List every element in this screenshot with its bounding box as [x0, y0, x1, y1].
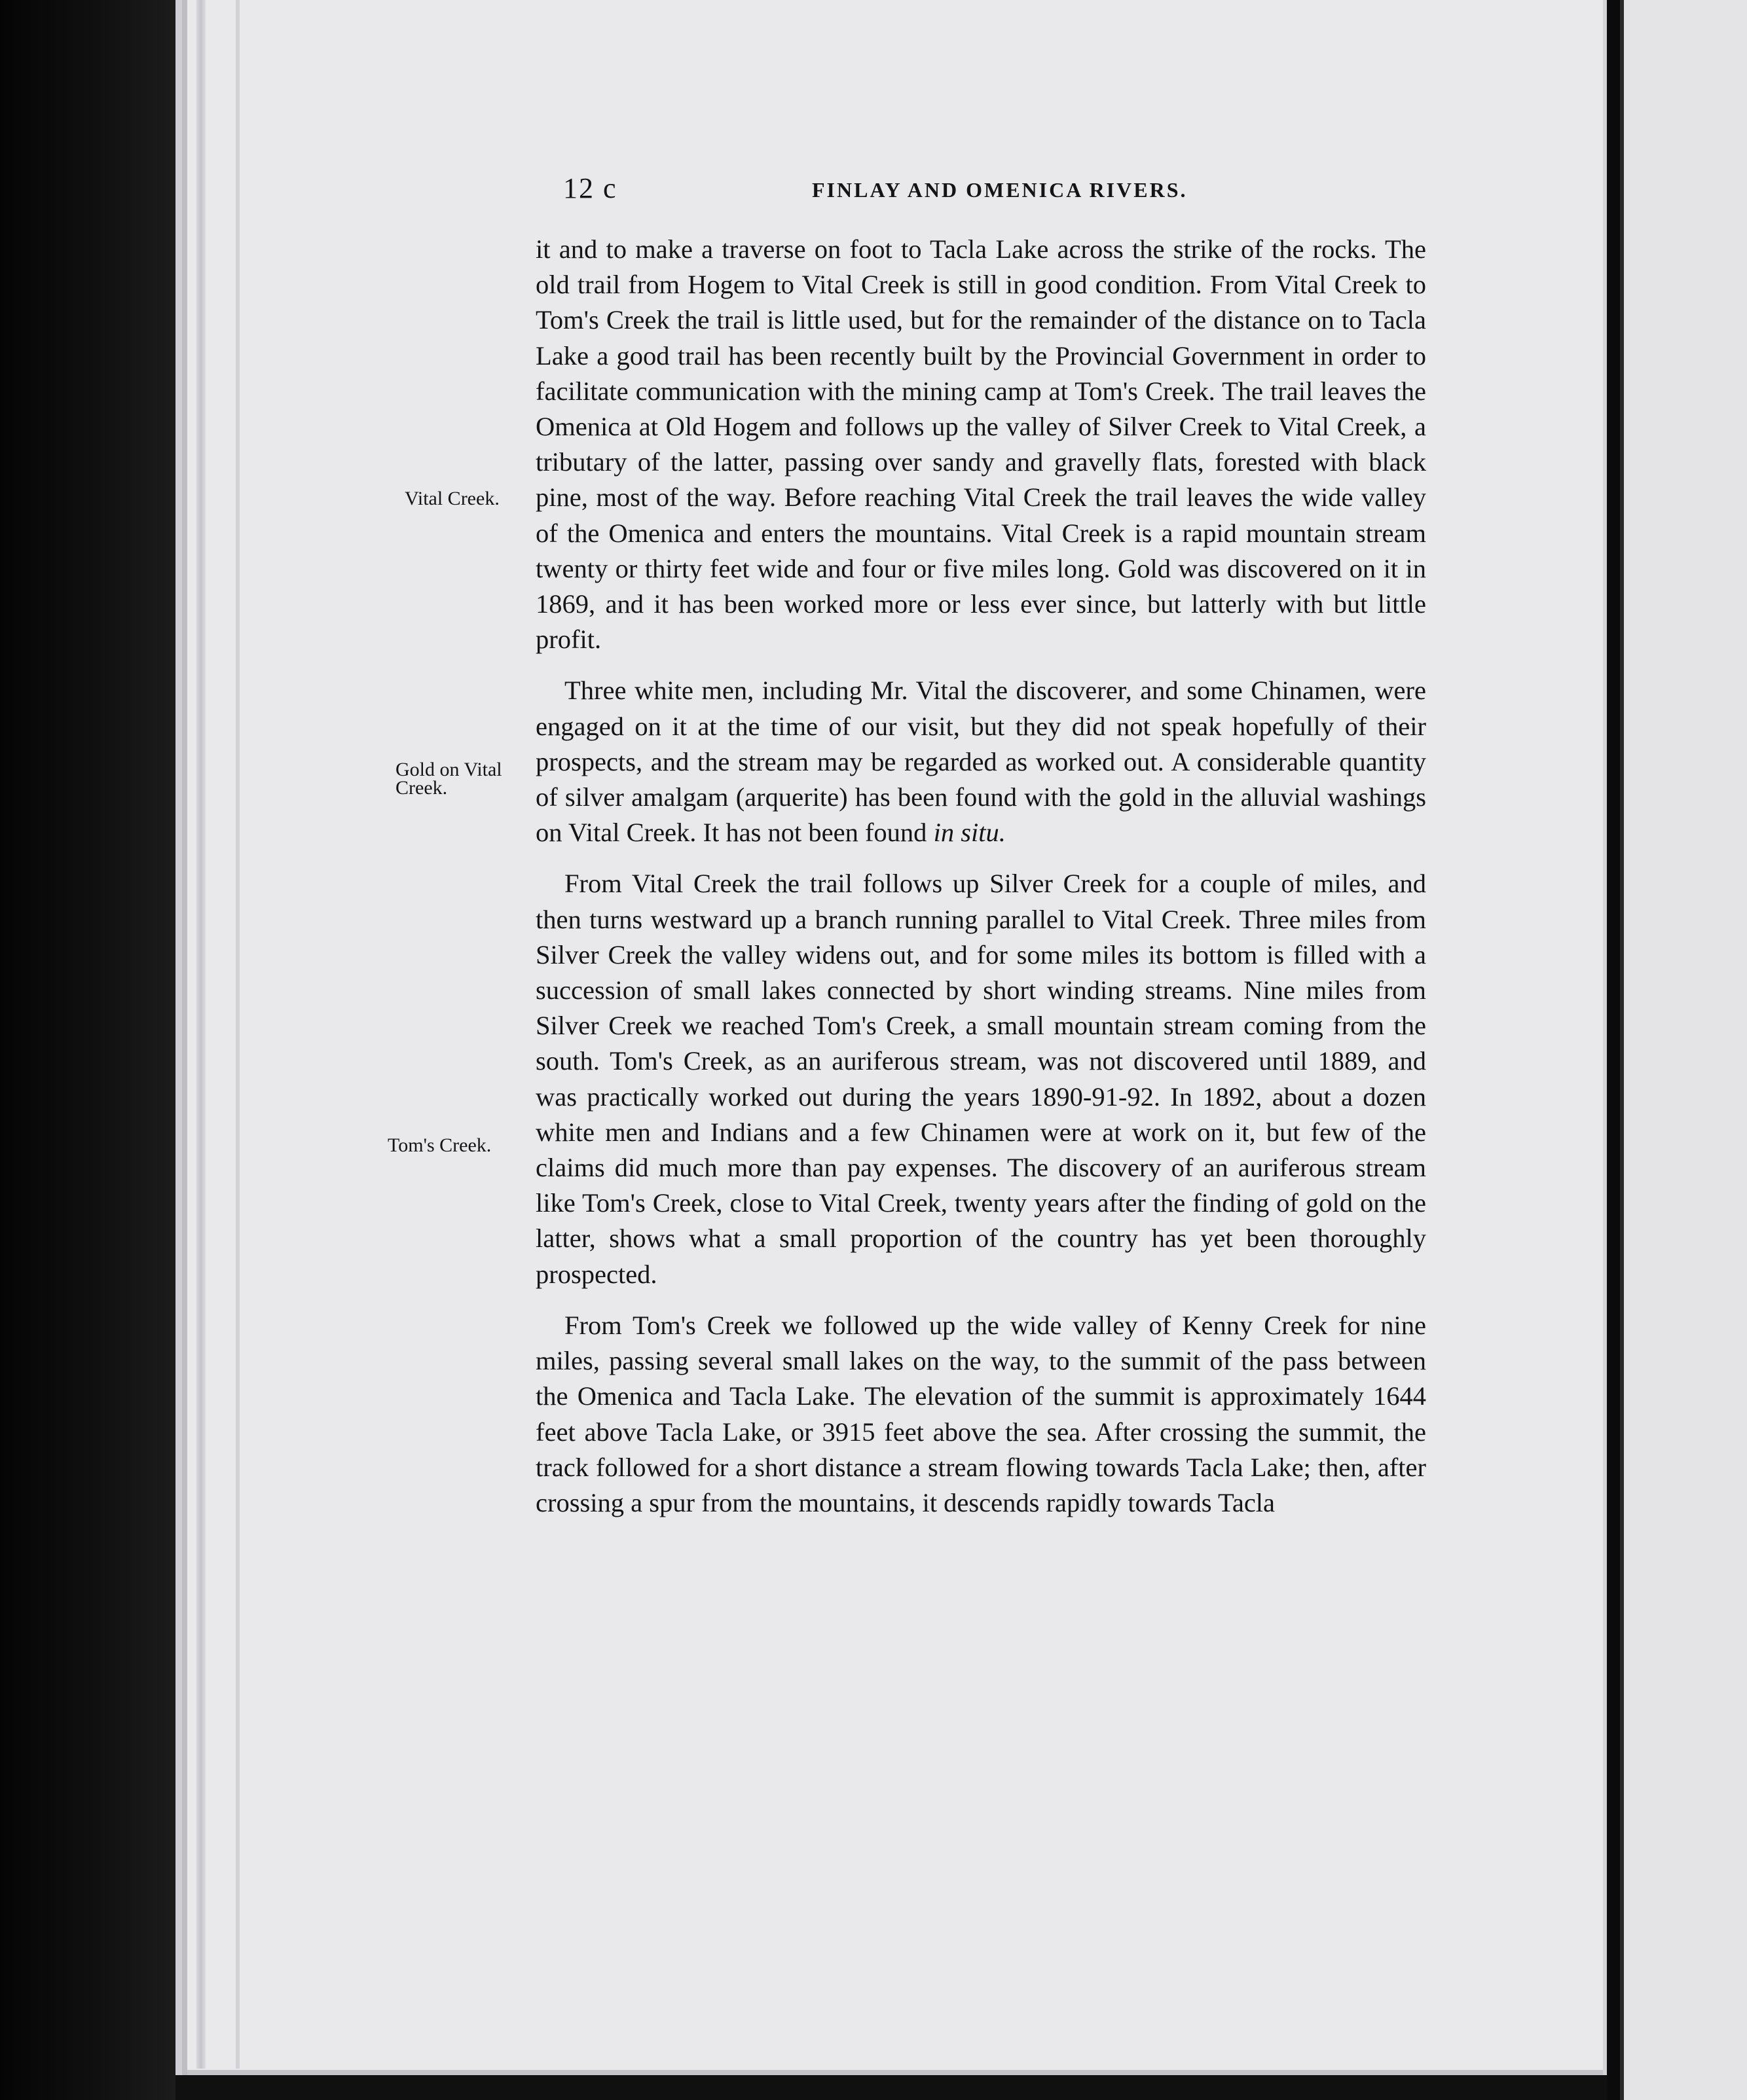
scan-border-bottom — [175, 2075, 1607, 2100]
body-text — [536, 232, 1426, 1536]
scan-border-left — [0, 0, 175, 2100]
paragraph-1: it and to make a traverse on foot to Tacla Lake across the strike of the rocks. The old trail from Hogem to Vital Creek is still in good condition. From Vital Creek to Tom's Creek the trail is little used, but for the remainder of the distance on to Tacla Lake a good trail has been recently built by the Provincial Government in order to facilitate communication with the mining camp at Tom's Creek. The trail leaves the Omenica at Old Hogem and follows up the valley of Silver Creek to Vital Creek, a tributary of the latter, passing over sandy and gravelly flats, forested with black pine, most of the way. Before reaching Vital Creek the trail leaves the wide valley of the Omenica and enters the mountains. Vital Creek is a rapid mountain stream twenty or thirty feet wide and four or five miles long. Gold was discovered on it in 1869, and it has been worked more or less ever since, but latterly with but little profit. — [536, 234, 1426, 655]
side-note-toms-creek: Tom's Creek. — [388, 1134, 492, 1156]
side-note-gold-on-vital-creek: Gold on Vital Creek. — [395, 759, 502, 799]
running-title: FINLAY AND OMENICA RIVERS. — [812, 178, 1188, 202]
paragraph-4: From Tom's Creek we followed up the wide valley of Kenny Creek for nine miles, passing several small lakes on the way, to the summit of the pass between the Omenica and Tacla Lake. The elevation of the summit is approximately 1644 feet above Tacla Lake, or 3915 feet above the sea. After crossing the summit, the track followed for a short distance a stream flowing towards Tacla Lake; then, after crossing a spur from the mountains, it descends rapidly towards Tacla — [536, 1310, 1426, 1517]
page-spine-line — [236, 0, 240, 2069]
side-note-vital-creek: Vital Creek. — [405, 488, 500, 509]
paragraph-2-italic: in situ. — [933, 818, 1006, 848]
paragraph-2 — [536, 673, 1426, 850]
paragraph-3: From Vital Creek the trail follows up Silver Creek for a couple of miles, and then turns westward up a branch running parallel to Vital Creek. Three miles from Silver Creek the valley widens out, and for some miles its bottom is filled with a succession of small lakes connected by short winding streams. Nine miles from Silver Creek we reached Tom's Creek, a small mountain stream coming from the south. Tom's Creek, as an auriferous stream, was not discovered until 1889, and was practically worked out during the years 1890-91-92. In 1892, about a dozen white men and Indians and a few Chinamen were at work on it, but few of the claims did much more than pay expenses. The discovery of an auriferous stream like Tom's Creek, close to Vital Creek, twenty years after the finding of gold on the latter, shows what a small proportion of the country has yet been thoroughly prospected. — [536, 869, 1426, 1289]
page-number: 12 c — [563, 172, 617, 204]
running-head — [563, 172, 1434, 211]
page-spine-shadow — [196, 0, 206, 2069]
paragraph-2-text: Three white men, including Mr. Vital the discoverer, and some Chinamen, were engaged on it at the time of our visit, but they did not speak hopefully of their prospects, and the stream may be regarded as worked out. A considerable quantity of silver amalgam (arquerite) has been found with the gold in the alluvial washings on Vital Creek. It has not been found — [536, 676, 1426, 848]
facing-page-edge — [1620, 0, 1747, 2100]
